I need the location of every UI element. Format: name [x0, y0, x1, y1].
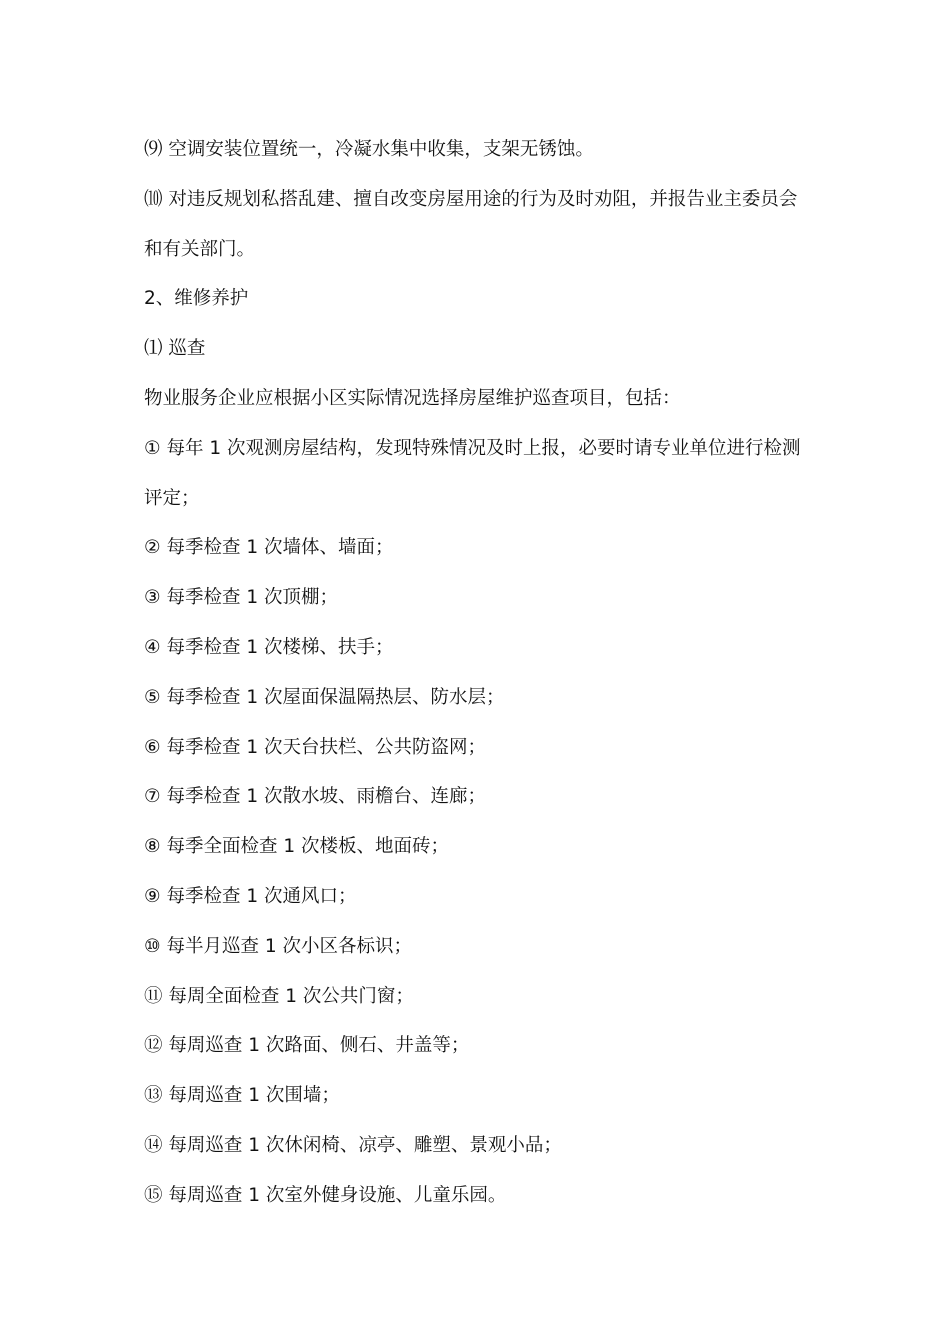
paragraph-intro: 物业服务企业应根据小区实际情况选择房屋维护巡查项目，包括： [144, 387, 681, 409]
list-item-8: ⑧ 每季全面检查 1 次楼板、地面砖； [144, 836, 449, 858]
list-item-15: ⑮ 每周巡查 1 次室外健身设施、儿童乐园。 [144, 1184, 507, 1206]
subsection-heading-inspection: ⑴ 巡查 [144, 338, 206, 360]
list-item-3: ③ 每季检查 1 次顶棚； [144, 587, 338, 609]
document-body [144, 125, 824, 1221]
list-item-1-continuation: 评定； [144, 487, 200, 509]
list-item-1: ① 每年 1 次观测房屋结构，发现特殊情况及时上报，必要时请专业单位进行检测 [144, 437, 801, 459]
list-item-2: ② 每季检查 1 次墙体、墙面； [144, 537, 394, 559]
list-item-14: ⑭ 每周巡查 1 次休闲椅、凉亭、雕塑、景观小品； [144, 1134, 562, 1156]
list-item-5: ⑤ 每季检查 1 次屋面保温隔热层、防水层； [144, 686, 505, 708]
list-item-6: ⑥ 每季检查 1 次天台扶栏、公共防盗网； [144, 736, 486, 758]
section-heading-maintenance: 2、维修养护 [144, 288, 249, 310]
list-item-13: ⑬ 每周巡查 1 次围墙； [144, 1085, 340, 1107]
text-line-9-aircon: ⑼ 空调安装位置统一，冷凝水集中收集，支架无锈蚀。 [144, 139, 594, 160]
list-item-11: ⑪ 每周全面检查 1 次公共门窗； [144, 985, 414, 1007]
text-line-10-continuation: 和有关部门。 [144, 238, 256, 260]
list-item-4: ④ 每季检查 1 次楼梯、扶手； [144, 636, 394, 658]
list-item-9: ⑨ 每季检查 1 次通风口； [144, 885, 357, 907]
text-line-10-illegal-construction: ⑽ 对违反规划私搭乱建、擅自改变房屋用途的行为及时劝阻，并报告业主委员会 [144, 188, 798, 210]
list-item-7: ⑦ 每季检查 1 次散水坡、雨檐台、连廊； [144, 786, 486, 808]
list-item-10: ⑩ 每半月巡查 1 次小区各标识； [144, 935, 412, 957]
list-item-12: ⑫ 每周巡查 1 次路面、侧石、井盖等； [144, 1035, 470, 1057]
